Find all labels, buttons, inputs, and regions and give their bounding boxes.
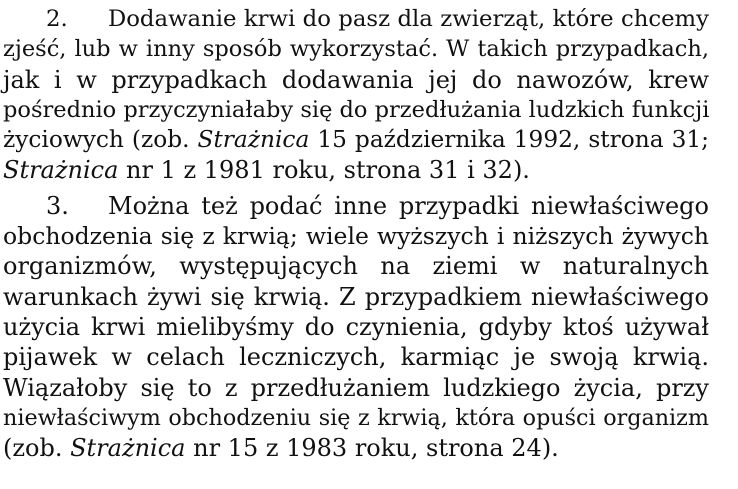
text-line <box>3 4 709 34</box>
publication-title: Strażnica <box>70 434 186 463</box>
text-line: użycia krwi mielibyśmy do czynienia, gdyby ktoś używał <box>3 312 709 341</box>
text-line: zjeść, lub w inny sposób wykorzystać. W takich przypadkach, <box>3 36 709 63</box>
text-run: 15 października 1992, strona 31; <box>309 126 709 154</box>
text-run: nr 15 z 1983 roku, strona 24). <box>185 434 559 463</box>
paragraph-number: 2. <box>46 6 68 32</box>
text-run: (zob. <box>3 434 71 463</box>
text-run: Można też podać inne przypadki niewłaściwego <box>108 191 709 220</box>
text-run: Dodawanie krwi do pasz dla zwierząt, które chcemy <box>108 6 709 32</box>
text-line: pijawek w celach leczniczych, karmiąc je swoją krwią. <box>3 343 709 372</box>
text-line <box>3 191 709 221</box>
paragraph-2 <box>3 4 709 186</box>
text-line: warunkach żywi się krwią. Z przypadkiem niewłaściwego <box>3 282 709 311</box>
text-line <box>3 125 709 155</box>
text-line: jak i w przypadkach dodawania jej do nawozów, krew <box>3 65 709 94</box>
paragraph-number: 3. <box>46 191 69 220</box>
text-line: niewłaściwym obchodzeniu się z krwią, która opuści organizm <box>3 404 709 431</box>
text-line <box>3 433 709 463</box>
publication-title: Strażnica <box>3 156 119 185</box>
paragraph-3 <box>3 191 709 464</box>
text-line: Wiązałoby się to z przedłużaniem ludzkiego życia, przy <box>3 373 709 402</box>
text-run: życiowych (zob. <box>3 126 198 154</box>
text-run: nr 1 z 1981 roku, strona 31 i 32). <box>118 156 530 185</box>
text-line: obchodzenia się z krwią; wiele wyższych i niższych żywych <box>3 222 709 251</box>
publication-title: Strażnica <box>197 126 310 154</box>
text-line <box>3 155 709 185</box>
document-body <box>3 4 709 463</box>
text-line: organizmów, występujących na ziemi w naturalnych <box>3 252 709 281</box>
text-line: pośrednio przyczyniałaby się do przedłużania ludzkich funkcji <box>3 96 710 123</box>
